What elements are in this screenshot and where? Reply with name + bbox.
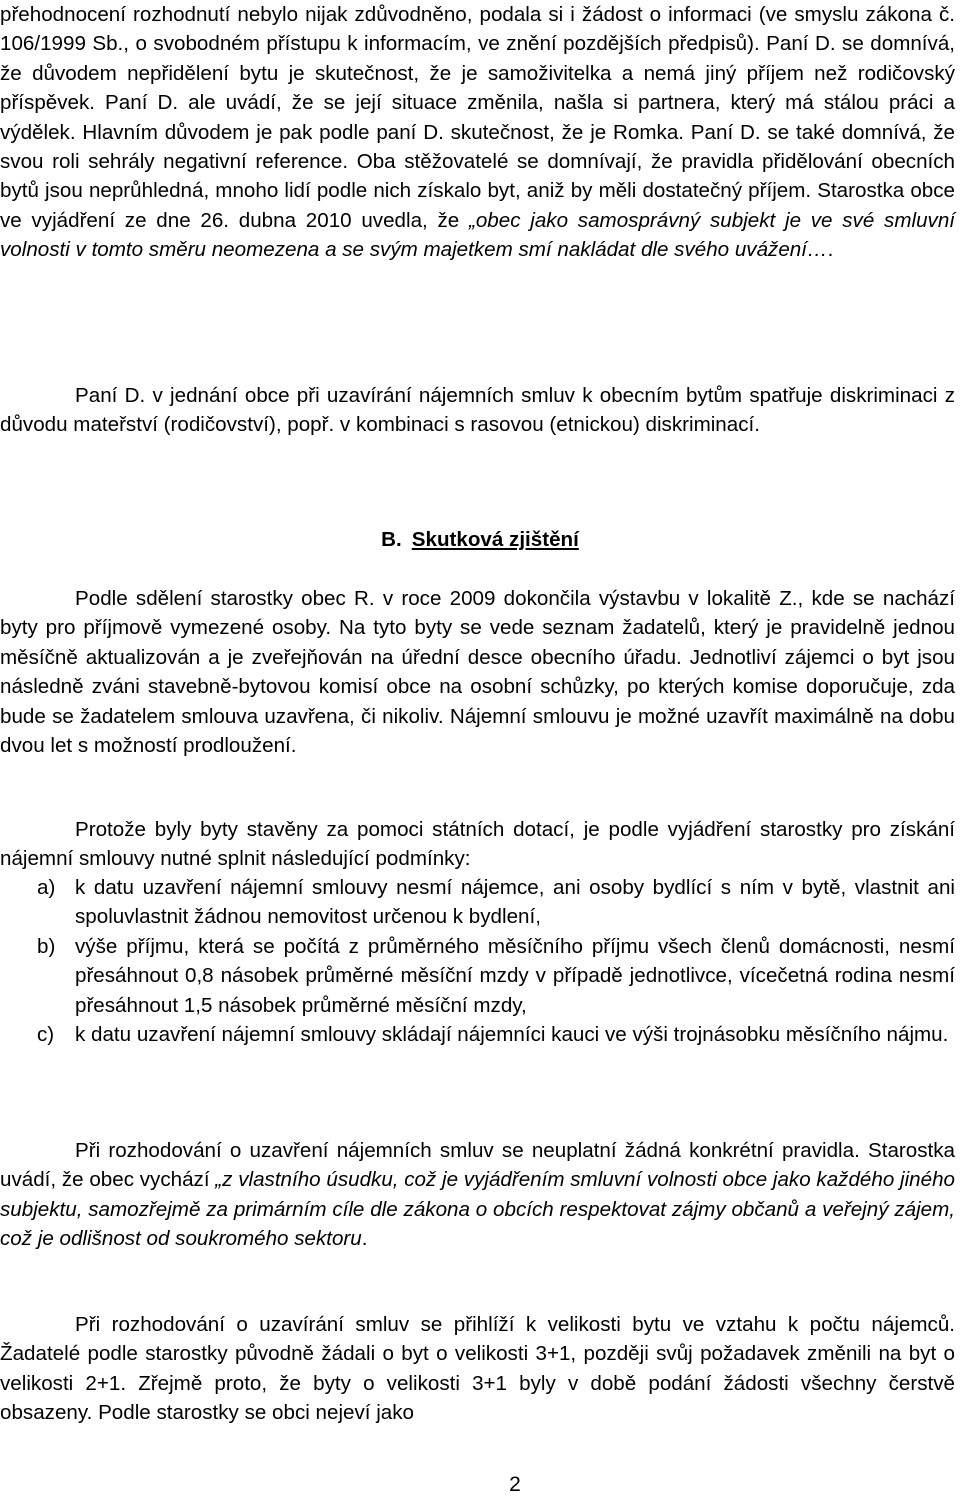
section-heading — [0, 525, 960, 554]
section-title: Skutková zjištění — [411, 528, 579, 551]
paragraph-text: . — [827, 238, 834, 262]
list-item-text: výše příjmu, která se počítá z průměrného měsíčního příjmu všech členů domácnosti, nesmí přesáhnout 0,8 násobek průměrné měsíční mzdy v případě jednotlivce, vícečetná rodina nesmí přesáhnout 1,5 násobek průměrné měsíční mzdy, — [75, 934, 955, 1017]
page-number: 2 — [509, 1473, 521, 1496]
paragraph-discrimination: Paní D. v jednání obce při uzavírání nájemních smluv k obecním bytům spatřuje diskriminaci z důvodu mateřství (rodičovství), popř. v kombinaci s rasovou (etnickou) diskriminací. — [0, 384, 955, 437]
paragraph-conditions-intro: Protože byly byty stavěny za pomoci státních dotací, je podle vyjádření starostky pro získání nájemní smlouvy nutné splnit následující podmínky: — [0, 818, 955, 871]
list-marker: c) — [37, 1023, 55, 1047]
list-item-text: k datu uzavření nájemní smlouvy nesmí nájemce, ani osoby bydlící s ním v bytě, vlastnit ani spoluvlastnit žádnou nemovitost určenou k bydlení, — [75, 876, 955, 929]
paragraph-text: Při rozhodování o uzavření nájemních smluv se neuplatní žádná konkrétní pravidla. Starostka uvádí, že obec vychází — [0, 1139, 955, 1192]
section-letter: B. — [381, 528, 402, 551]
list-item — [0, 873, 955, 932]
paragraph-flat-size: Při rozhodování o uzavírání smluv se přihlíží k velikosti bytu ve vztahu k počtu nájemců. Žadatelé podle starostky původně žádali o byt o velikosti 3+1, později svůj požadavek změnili na byt o velikosti 2+1. Zřejmě proto, že byty o velikosti 3+1 byly v době podání žádosti všechny čerstvě obsazeny. Podle starostky se obci nejeví jako — [0, 1313, 955, 1425]
list-item — [0, 1020, 955, 1049]
quoted-statement: „z vlastního úsudku, což je vyjádřením smluvní volnosti obce jako každého jiného subjektu, samozřejmě za primárním cíle dle zákona o obcích respektovat zájmy občanů a veřejný zájem, což je odlišnost od soukromého sektoru — [0, 1168, 955, 1251]
quoted-statement: „obec jako samosprávný subjekt je ve své smluvní volnosti v tomto směru neomezena a se svým majetkem smí nakládat dle svého uvážení… — [0, 208, 956, 262]
paragraph-text: přehodnocení rozhodnutí nebylo nijak zdůvodněno, podala si i žádost o informaci (ve smyslu zákona č. 106/1999 Sb., o svobodném přístupu k informacím, ve znění pozdějších předpisů). Paní D. se domnívá, že důvodem nepřidělení bytu je skutečnost, že je samoživitelka a nemá jiný příjem než rodičovský příspěvek. Paní D. ale uvádí, že se její situace změnila, našla si partnera, který má stálou práci a výdělek. Hlavním důvodem je pak podle paní D. skutečnost, že je Romka. Paní D. se také domnívá, že svou roli sehrály negativní reference. Oba stěžovatelé se domnívají, že pravidla přidělování obecních bytů jsou neprůhledná, mnoho lidí podle nich získalo byt, aniž by měli dostatečný příjem. Starostka obce ve vyjádření ze dne 26. dubna 2010 uvedla, že — [0, 3, 955, 232]
paragraph-text: . — [361, 1227, 368, 1251]
list-marker: b) — [37, 934, 56, 958]
paragraph-complaint — [0, 0, 955, 265]
conditions-list — [0, 873, 955, 1049]
list-item-text: k datu uzavření nájemní smlouvy skládají nájemníci kauci ve výši trojnásobku měsíčního nájmu. — [75, 1023, 949, 1047]
paragraph-facts: Podle sdělení starostky obec R. v roce 2009 dokončila výstavbu v lokalitě Z., kde se nachází byty pro příjmově vymezené osoby. Na tyto byty se vede seznam žadatelů, který je pravidelně jednou měsíčně aktualizován a je zveřejňován na úřední desce obecního úřadu. Jednotliví zájemci o byt jsou následně zváni stavebně-bytovou komisí obce na osobní schůzky, po kterých komise doporučuje, zda bude se žadatelem smlouva uzavřena, či nikoliv. Nájemní smlouvu je možné uzavřít maximálně na dobu dvou let s možností prodloužení. — [0, 587, 955, 758]
paragraph-decision-rules — [0, 1136, 955, 1254]
list-item — [0, 932, 955, 1020]
list-marker: a) — [37, 876, 56, 899]
